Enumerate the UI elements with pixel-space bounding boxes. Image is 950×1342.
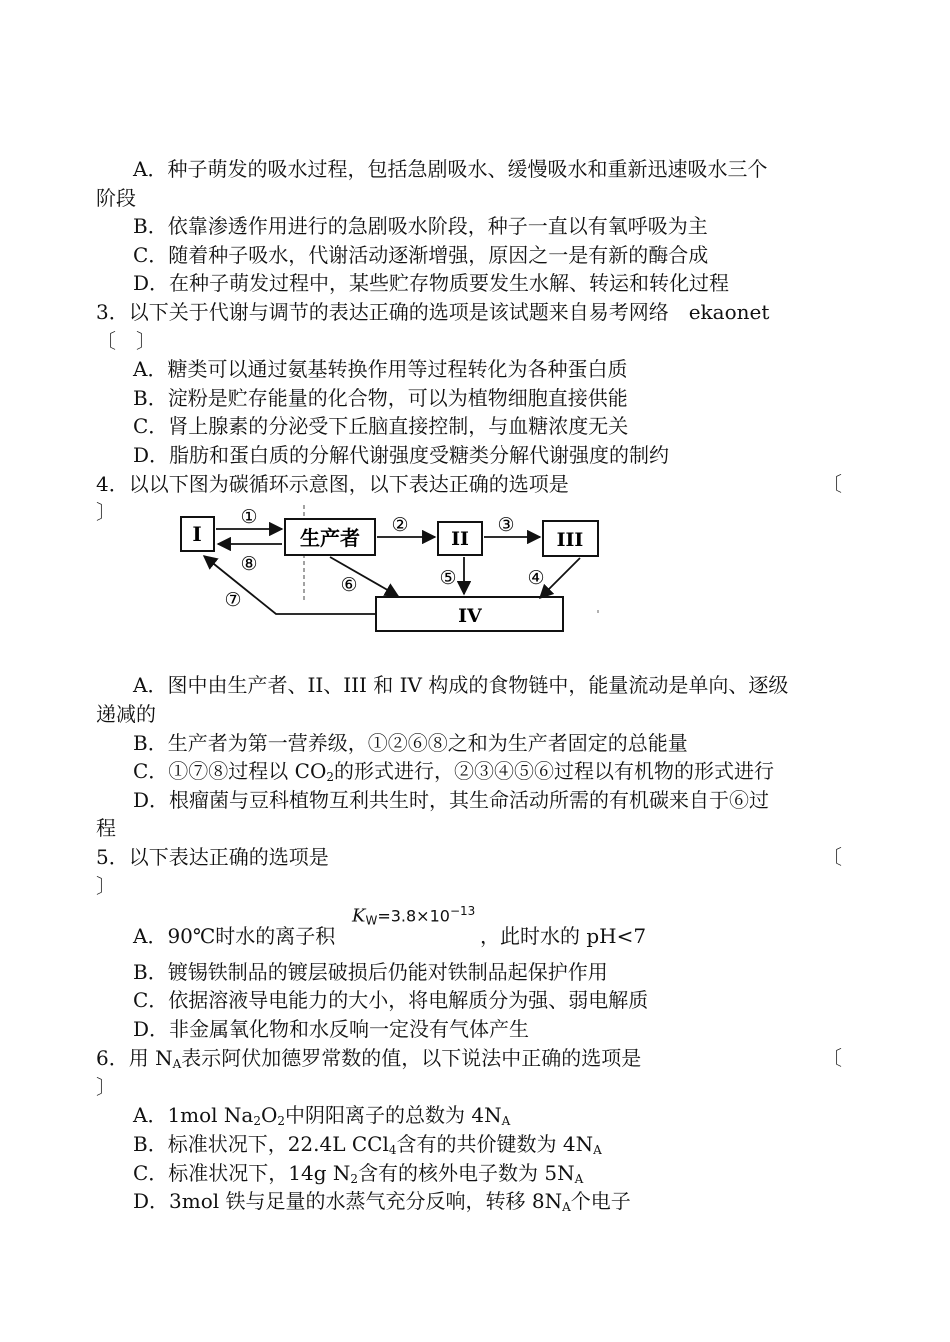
q4-option-c: C．①⑦⑧过程以 $CO_2$的形式进行，②③④⑤⑥过程以有机物的形式进行 [133, 759, 774, 784]
kw-expression: $K_W=3.8\times 10^{-13}$ [352, 904, 476, 928]
box-iii-label: III [556, 529, 584, 551]
label-1: ① [240, 506, 258, 528]
q5-stem: 5．以下表达正确的选项是 [96, 845, 329, 869]
q2-option-a-cont: 阶段 [96, 186, 136, 210]
q4-stem: 4．以以下图为碳循环示意图，以下表达正确的选项是 [96, 472, 569, 496]
q3-bracket: 〔 〕 [96, 329, 156, 353]
carbon-cycle-diagram [170, 500, 610, 640]
q3-option-c: C．肾上腺素的分泌受下丘脑直接控制，与血糖浓度无关 [133, 414, 629, 438]
q5-option-a-tail: ，此时水的 pH<7 [480, 924, 647, 948]
q4-option-b: B．生产者为第一营养级，①②⑥⑧之和为生产者固定的总能量 [133, 731, 688, 755]
q4-option-a-cont: 递减的 [96, 702, 156, 726]
q2-option-c: C．随着种子吸水，代谢活动逐渐增强，原因之一是有新的酶合成 [133, 243, 709, 267]
q4-option-d-cont: 程 [96, 816, 116, 840]
q5-bracket-open: 〔 [822, 845, 842, 869]
label-8: ⑧ [240, 553, 258, 575]
q6-bracket-open: 〔 [822, 1046, 842, 1070]
label-5: ⑤ [439, 567, 457, 589]
q2-option-a: A．种子萌发的吸水过程，包括急剧吸水、缓慢吸水和重新迅速吸水三个 [133, 157, 768, 181]
q5-option-b: B．镀锡铁制品的镀层破损后仍能对铁制品起保护作用 [133, 960, 608, 984]
arrow-4 [540, 558, 580, 598]
q4-option-d: D．根瘤菌与豆科植物互利共生时，其生命活动所需的有机碳来自于⑥过 [133, 788, 770, 812]
label-6: ⑥ [340, 574, 358, 596]
q3-stem: 3．以下关于代谢与调节的表达正确的选项是该试题来自易考网络 ekaonet [96, 300, 770, 324]
q5-option-d: D．非金属氧化物和水反响一定没有气体产生 [133, 1017, 530, 1041]
q4-bracket-close: 〕 [96, 500, 116, 524]
q2-option-b: B．依靠渗透作用进行的急剧吸水阶段，种子一直以有氧呼吸为主 [133, 214, 708, 238]
q4-option-a: A．图中由生产者、II、III 和 IV 构成的食物链中，能量流动是单向、逐级 [133, 673, 789, 697]
q3-option-a: A．糖类可以通过氨基转换作用等过程转化为各种蛋白质 [133, 357, 628, 381]
box-producer-label: 生产者 [300, 526, 360, 550]
q3-option-d: D．脂肪和蛋白质的分解代谢强度受糖类分解代谢强度的制约 [133, 443, 670, 467]
label-7: ⑦ [224, 589, 242, 611]
q6-option-a: A．1mol $Na_2O_2$中阴阳离子的总数为 $4N_A$ [133, 1103, 511, 1128]
label-4: ④ [527, 567, 545, 589]
q6-bracket-close: 〕 [96, 1075, 116, 1099]
box-ii-label: II [451, 528, 469, 550]
q2-option-d: D．在种子萌发过程中，某些贮存物质要发生水解、转运和转化过程 [133, 271, 730, 295]
box-iv-label: IV [458, 605, 482, 627]
q4-bracket-open: 〔 [822, 472, 842, 496]
q6-stem: 6．用 $N_A$表示阿伏加德罗常数的值，以下说法中正确的选项是 [96, 1046, 642, 1071]
label-2: ② [391, 514, 409, 536]
q6-option-c: C．标准状况下，14g $N_2$含有的核外电子数为 $5N_A$ [133, 1161, 584, 1186]
box-i-label: I [192, 522, 202, 546]
q6-option-d: D．3mol 铁与足量的水蒸气充分反响，转移 $8N_A$个电子 [133, 1189, 631, 1214]
q5-option-a: A．90℃时水的离子积 [133, 924, 336, 948]
q6-option-b: B．标准状况下，22.4L CCl$_4$含有的共价键数为 $4N_A$ [133, 1132, 602, 1157]
q5-bracket-close: 〕 [96, 874, 116, 898]
label-3: ③ [497, 514, 515, 536]
q5-option-c: C．依据溶液导电能力的大小，将电解质分为强、弱电解质 [133, 988, 649, 1012]
q3-option-b: B．淀粉是贮存能量的化合物，可以为植物细胞直接供能 [133, 386, 628, 410]
